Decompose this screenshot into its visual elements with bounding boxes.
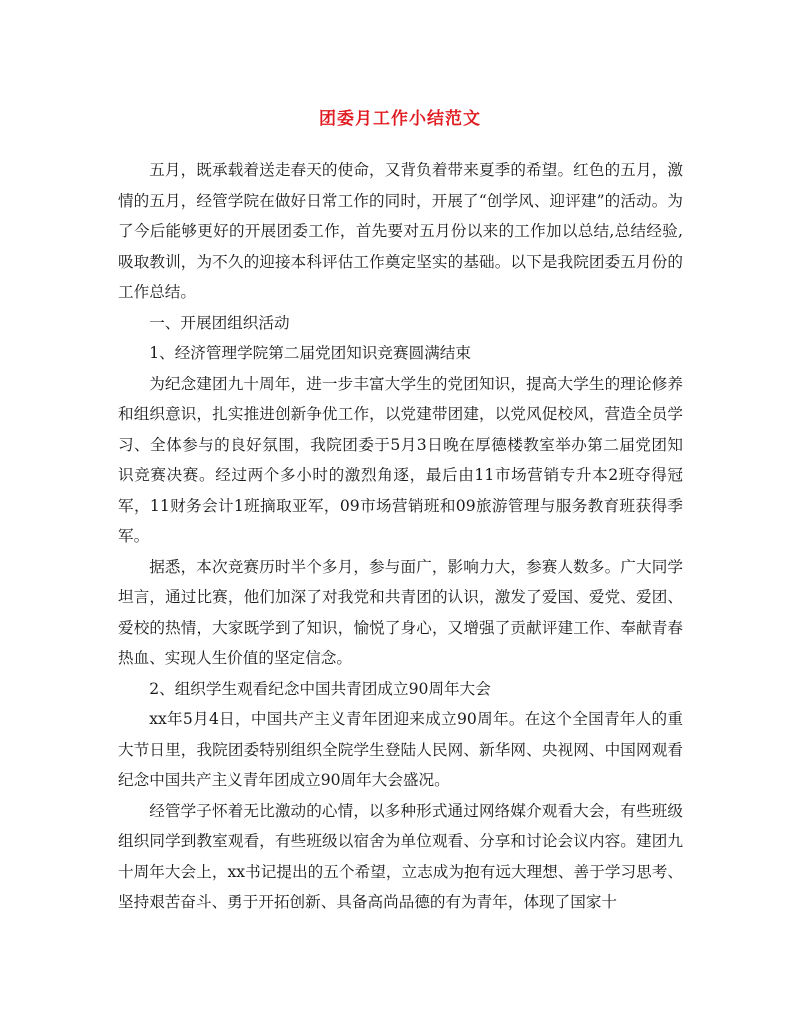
quiz-paragraph: 为纪念建团九十周年，进一步丰富大学生的党团知识，提高大学生的理论修养和组织意识，扎实推进创新争优工作，以党建带团建，以党风促校风，营造全员学习、全体参与的良好氛围，我院团委于5月3日晚在厚德楼教室举办第二届党团知识竞赛决赛。经过两个多小时的激烈角逐，最后由11市场营销专升本2班夺得冠军，11财务会计1班摘取亚军，09市场营销班和09旅游管理与服务教育班获得季军。: [118, 374, 683, 545]
intro-paragraph: 五月，既承载着送走春天的使命，又背负着带来夏季的希望。红色的五月，激情的五月，经管学院在做好日常工作的同时，开展了“创学风、迎评建”的活动。为了今后能够更好的开展团委工作，首先要对五月份以来的工作加以总结,总结经验,吸取教训，为不久的迎接本科评估工作奠定坚实的基础。以下是我院团委五月份的工作总结。: [118, 161, 683, 301]
section-heading-activities: 一、开展团组织活动: [149, 313, 290, 332]
document-body: [118, 155, 683, 918]
document-title: 团委月工作小结范文: [319, 109, 481, 129]
viewing-paragraph: 经管学子怀着无比激动的心情，以多种形式通过网络媒介观看大会，有些班级组织同学到教室观看，有些班级以宿舍为单位观看、分享和讨论会议内容。建团九十周年大会上，xx书记提出的五个希望，立志成为抱有远大理想、善于学习思考、坚持艰苦奋斗、勇于开拓创新、具备高尚品德的有为青年，体现了国家十: [118, 801, 683, 911]
subsection-heading-quiz: 1、经济管理学院第二届党团知识竞赛圆满结束: [149, 344, 471, 362]
subsection-heading-anniversary: 2、组织学生观看纪念中国共青团成立90周年大会: [149, 679, 491, 698]
anniversary-paragraph: xx年5月4日，中国共产主义青年团迎来成立90周年。在这个全国青年人的重大节日里，我院团委特别组织全院学生登陆人民网、新华网、央视网、中国网观看纪念中国共产主义青年团成立90周年大会盛况。: [118, 710, 683, 789]
quiz-result-paragraph: 据悉，本次竞赛历时半个多月，参与面广，影响力大，参赛人数多。广大同学坦言，通过比赛，他们加深了对我党和共青团的认识，激发了爱国、爱党、爱团、爱校的热情，大家既学到了知识，愉悦了身心，又增强了贡献评建工作、奉献青春热血、实现人生价值的坚定信念。: [118, 557, 683, 667]
